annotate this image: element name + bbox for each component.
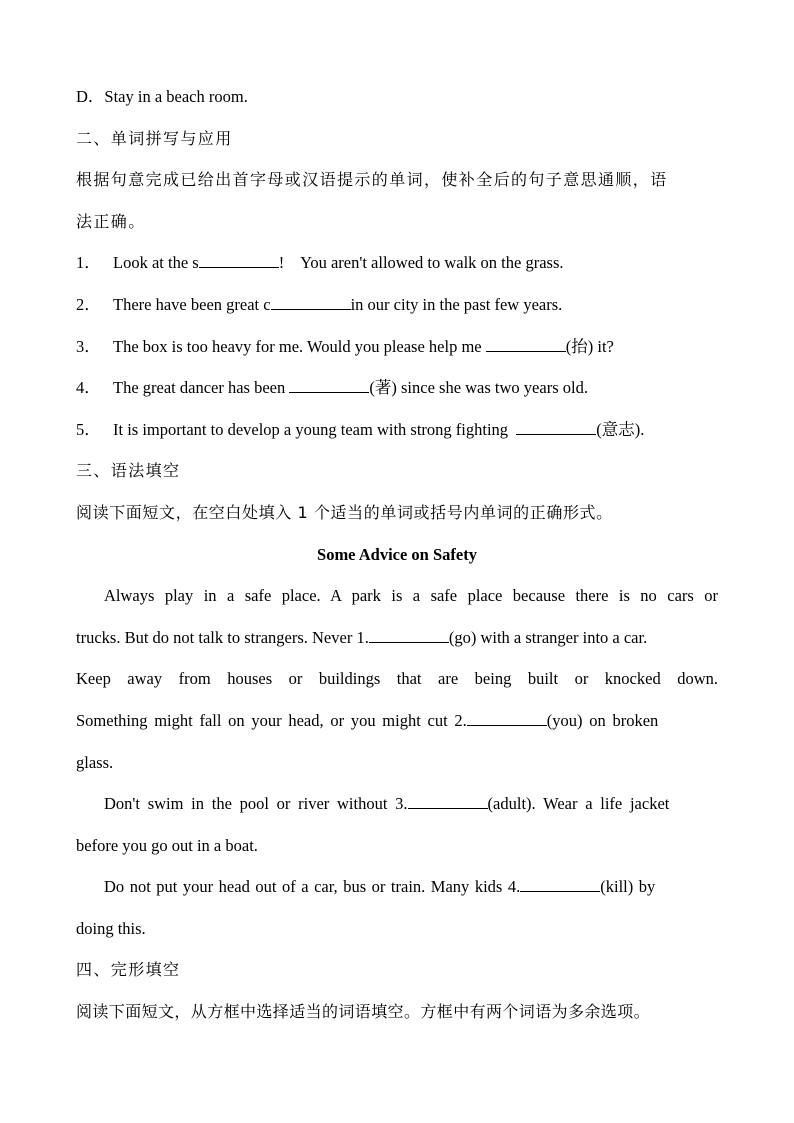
section3-instruction: 阅读下面短文，在空白处填入 1 个适当的单词或括号内单词的正确形式。 xyxy=(76,502,613,522)
question-2 xyxy=(76,284,718,326)
section4-instruction: 阅读下面短文，从方框中选择适当的词语填空。方框中有两个词语为多余选项。 xyxy=(76,1002,651,1022)
question-text-after: (抬) it? xyxy=(565,336,614,356)
answer-blank[interactable] xyxy=(271,295,351,310)
question-text-after: (意志). xyxy=(596,419,645,439)
passage-text: Something might fall on your head, or you might cut 2. xyxy=(76,710,467,730)
question-number: 3． xyxy=(76,336,101,356)
passage-p2-line2: before you go out in a boat. xyxy=(76,835,258,855)
passage-p1-line5: glass. xyxy=(76,752,114,772)
question-number: 4． xyxy=(76,378,101,398)
passage-text: trucks. But do not talk to strangers. Never 1. xyxy=(76,627,369,647)
question-number: 5． xyxy=(76,419,101,439)
question-text-after: ! You aren't allowed to walk on the grass. xyxy=(278,253,564,273)
question-text-before: Look at the s xyxy=(113,253,199,273)
answer-blank-4[interactable] xyxy=(520,877,600,892)
question-5 xyxy=(76,409,718,451)
option-d: D．Stay in a beach room. xyxy=(76,87,248,106)
question-text-before: The box is too heavy for me. Would you please help me xyxy=(113,336,486,356)
question-1 xyxy=(76,242,718,284)
passage-title: Some Advice on Safety xyxy=(317,544,477,564)
question-text-before: There have been great c xyxy=(113,294,271,314)
question-text-before: The great dancer has been xyxy=(113,378,290,398)
answer-blank[interactable] xyxy=(199,253,279,268)
worksheet-page xyxy=(76,76,718,1033)
passage-p2-line1 xyxy=(76,783,718,825)
question-3 xyxy=(76,326,718,368)
answer-blank[interactable] xyxy=(486,337,566,352)
question-text-after: (著) since she was two years old. xyxy=(369,378,588,398)
question-number: 1． xyxy=(76,253,101,273)
passage-text: (kill) by xyxy=(600,877,656,897)
passage-text: Do not put your head out of a car, bus or train. Many kids 4. xyxy=(104,877,521,897)
answer-blank-2[interactable] xyxy=(467,711,547,726)
passage-text: (adult). Wear a life jacket xyxy=(487,794,670,814)
passage-text: (you) on broken xyxy=(546,710,659,730)
section3-heading: 三、语法填空 xyxy=(76,461,181,481)
passage-p1-line3: Keep away from houses or buildings that are being built or knocked down. xyxy=(76,669,718,689)
passage-p3-line1 xyxy=(76,866,718,908)
answer-blank-3[interactable] xyxy=(408,794,488,809)
section2-instruction-line2: 法正确。 xyxy=(76,211,146,231)
answer-blank-1[interactable] xyxy=(369,628,449,643)
section2-heading: 二、单词拼写与应用 xyxy=(76,128,233,148)
answer-blank[interactable] xyxy=(289,378,369,393)
answer-blank[interactable] xyxy=(516,420,596,435)
section4-heading: 四、完形填空 xyxy=(76,960,181,980)
passage-text: (go) with a stranger into a car. xyxy=(448,627,648,647)
passage-p1-line2 xyxy=(76,617,718,659)
passage-p1-line4 xyxy=(76,700,718,742)
question-4 xyxy=(76,367,718,409)
question-text-after: in our city in the past few years. xyxy=(350,294,563,314)
passage-p1-line1: Always play in a safe place. A park is a safe place because there is no cars or xyxy=(104,586,718,606)
passage-text: Don't swim in the pool or river without 3. xyxy=(104,794,408,814)
question-number: 2． xyxy=(76,294,101,314)
section2-instruction-line1: 根据句意完成已给出首字母或汉语提示的单词，使补全后的句子意思通顺，语 xyxy=(76,170,668,190)
question-text-before: It is important to develop a young team with strong fighting xyxy=(113,419,517,439)
passage-p3-line2: doing this. xyxy=(76,918,146,938)
